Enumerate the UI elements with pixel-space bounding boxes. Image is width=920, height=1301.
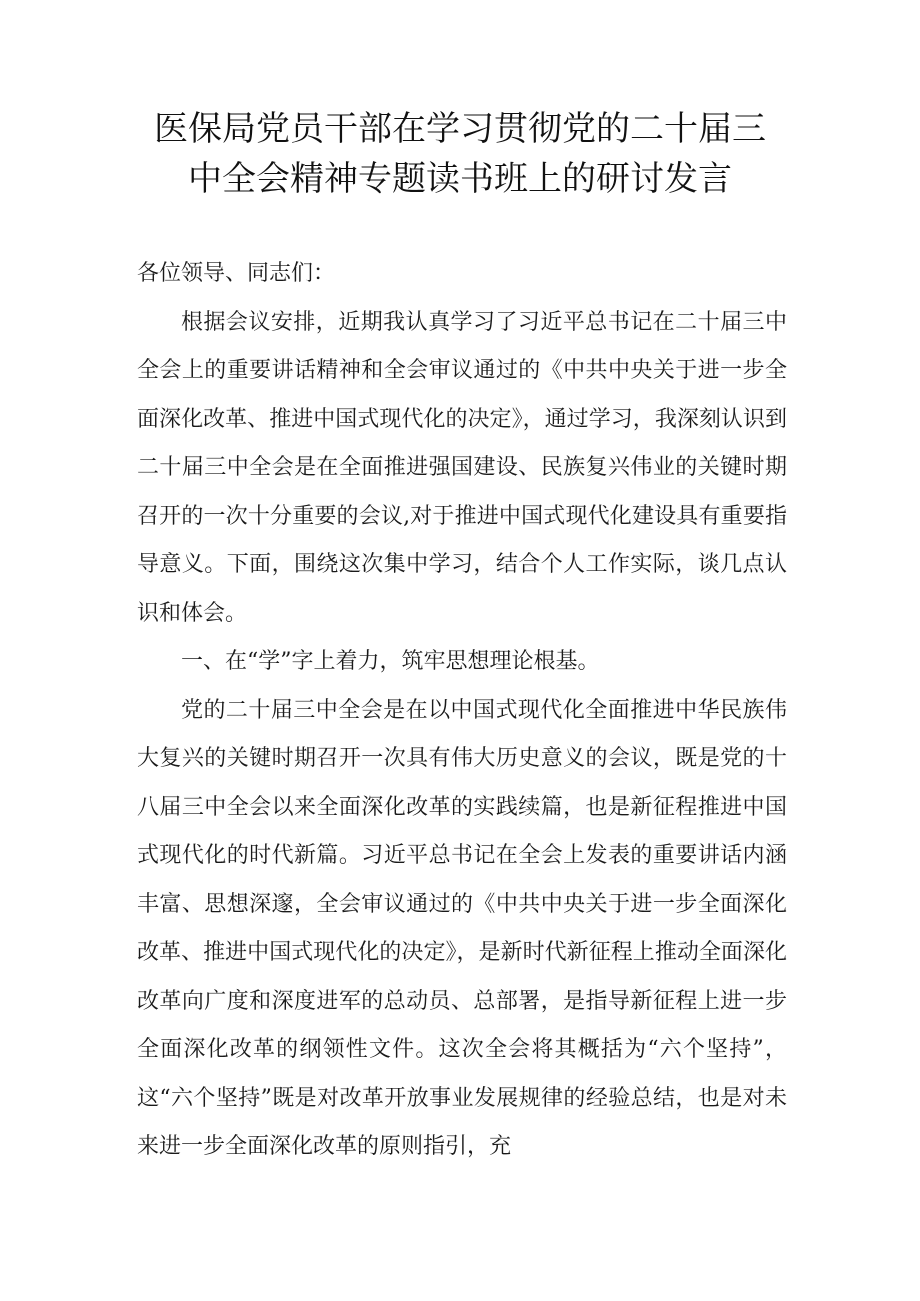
document-title: [0, 104, 920, 204]
title-line-2: 中全会精神专题读书班上的研讨发言: [188, 159, 732, 199]
title-line-1: 医保局党员干部在学习贯彻党的二十届三: [154, 109, 766, 149]
document-body: [137, 250, 787, 1172]
paragraph-section-1: 党的二十届三中全会是在以中国式现代化全面推进中华民族伟大复兴的关键时期召开一次具有伟大历史意义的会议，既是党的十八届三中全会以来全面深化改革的实践续篇，也是新征程推进中国式现代化的时代新篇。习近平总书记在全会上发表的重要讲话内涵丰富、思想深邃，全会审议通过的《中共中央关于进一步全面深化改革、推进中国式现代化的决定》，是新时代新征程上推动全面深化改革向广度和深度进军的总动员、总部署，是指导新征程上进一步全面深化改革的纲领性文件。这次全会将其概括为“六个坚持”，这“六个坚持”既是对改革开放事业发展规律的经验总结，也是对未来进一步全面深化改革的原则指引，充: [137, 697, 787, 1159]
salutation: 各位领导、同志们：: [137, 261, 336, 286]
section-heading-1: 一、在“学”字上着力，筑牢思想理论根基。: [181, 649, 600, 674]
paragraph-intro: 根据会议安排，近期我认真学习了习近平总书记在二十届三中全会上的重要讲话精神和全会审议通过的《中共中央关于进一步全面深化改革、推进中国式现代化的决定》，通过学习，我深刻认识到二十届三中全会是在全面推进强国建设、民族复兴伟业的关键时期召开的一次十分重要的会议,对于推进中国式现代化建设具有重要指导意义。下面，围绕这次集中学习，结合个人工作实际，谈几点认识和体会。: [137, 309, 787, 626]
